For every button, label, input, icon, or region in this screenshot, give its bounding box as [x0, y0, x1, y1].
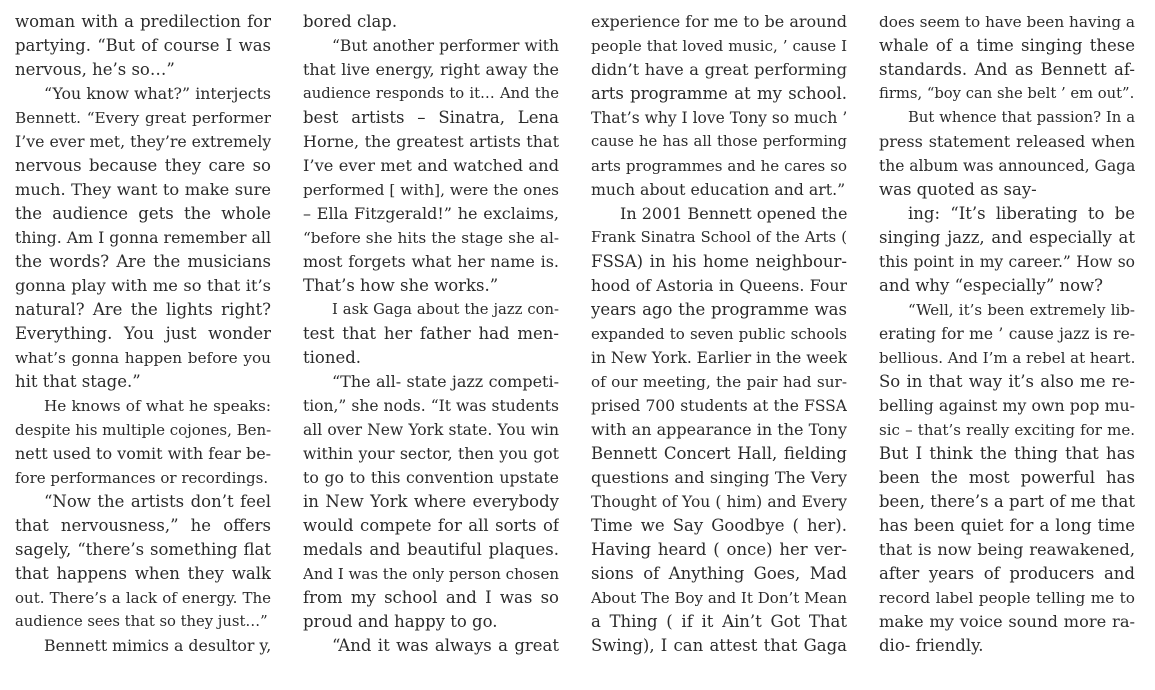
text-line: that happens when they walk [15, 564, 271, 583]
text-line: best artists – Sinatra, Lena [303, 108, 559, 127]
text-line: gonna play with me so that it’s [15, 276, 271, 295]
text-line: That’s why I love Tony so much ’ [591, 109, 847, 127]
text-line: make my voice sound more ra- [879, 612, 1135, 631]
text-line: arts programme at my school. [591, 84, 847, 103]
text-line: after years of producers and [879, 564, 1135, 583]
text-line: hit that stage.” [15, 372, 141, 391]
text-line: natural? Are the lights right? [15, 300, 271, 319]
text-line: press statement released when [879, 132, 1135, 151]
text-line: that live energy, right away the [303, 60, 559, 79]
text-line: been the most powerful has [879, 468, 1135, 487]
text-line: that nervousness,” he offers [15, 516, 271, 535]
text-line: despite his multiple cojones, Ben- [15, 421, 271, 439]
text-line: much. They want to make sure [15, 180, 271, 199]
text-line: much about education and art.” [591, 180, 846, 199]
text-line: tion,” she nods. “It was students [303, 397, 559, 415]
text-line: “before she hits the stage she al- [303, 229, 559, 247]
text-line: belling against my own pop mu- [879, 396, 1135, 415]
text-line: within your sector, then you got [303, 444, 559, 463]
text-line: sic – that’s really exciting for me. [879, 421, 1135, 439]
text-line: performed [ with], were the ones [303, 181, 559, 199]
text-line: the words? Are the musicians [15, 252, 271, 271]
text-column-4 [879, 10, 1135, 658]
text-line: to go to this convention upstate [303, 468, 559, 487]
text-line: FSSA) in his home neighbour- [591, 252, 847, 271]
text-line: that is now being reawakened, [879, 540, 1135, 559]
text-line: didn’t have a great performing [591, 60, 847, 79]
text-line: Having heard ( once) her ver- [591, 540, 847, 559]
text-line: prised 700 students at the FSSA [591, 397, 847, 415]
text-line: So in that way it’s also me re- [879, 372, 1135, 391]
text-line: out. There’s a lack of energy. The [15, 589, 271, 607]
text-line: audience responds to it… And the [303, 85, 559, 102]
text-line: hood of Astoria in Queens. Four [591, 276, 847, 295]
text-line: bellious. And I’m a rebel at heart. [879, 349, 1135, 367]
text-line: Horne, the greatest artists that [303, 132, 559, 151]
text-line: people that loved music, ’ cause I [591, 37, 847, 55]
text-line: In 2001 Bennett opened the [620, 204, 847, 223]
text-line: sagely, “there’s something flat [15, 540, 271, 559]
text-line: I ask Gaga about the jazz con- [332, 301, 559, 318]
text-line: years ago the programme was [591, 300, 847, 319]
text-line: questions and singing The Very [591, 468, 847, 487]
text-line: Frank Sinatra School of the Arts ( [591, 229, 847, 246]
text-line: Time we Say Goodbye ( her). [591, 516, 847, 535]
text-line: “Now the artists don’t feel [44, 492, 271, 511]
text-line: fore performances or recordings. [15, 469, 269, 487]
text-line: nervous, he’s so…” [15, 60, 175, 79]
text-line: But whence that passion? In a [908, 109, 1135, 126]
text-line: Swing), I can attest that Gaga [591, 636, 847, 655]
text-column-2 [303, 10, 559, 658]
text-line: test that her father had men- [303, 324, 559, 343]
text-line: partying. “But of course I was [15, 36, 271, 55]
text-line: Bennett mimics a desultor y, [44, 636, 271, 655]
text-column-3 [591, 10, 847, 658]
text-line: most forgets what her name is. [303, 252, 559, 271]
text-line: would compete for all sorts of [303, 516, 559, 535]
text-line: He knows of what he speaks: [44, 397, 271, 415]
text-line: standards. And as Bennett af- [879, 60, 1135, 79]
text-line: expanded to seven public schools [591, 325, 847, 343]
text-line: does seem to have been having a [879, 13, 1135, 31]
text-line: Thought of You ( him) and Every [591, 493, 847, 511]
text-line: arts programmes and he cares so [591, 157, 847, 175]
text-line: That’s how she works.” [303, 276, 499, 295]
text-line: Bennett. “Every great performer [15, 109, 271, 127]
text-line: I’ve ever met and watched and [303, 156, 559, 175]
text-line: singing jazz, and especially at [879, 228, 1135, 247]
text-line: a Thing ( if it Ain’t Got That [591, 612, 847, 631]
text-line: “Well, it’s been extremely lib- [908, 301, 1135, 319]
text-line: thing. Am I gonna remember all [15, 228, 271, 247]
text-line: in New York. Earlier in the week [591, 349, 847, 367]
text-line: “And it was always a great [332, 636, 559, 655]
text-line: what’s gonna happen before you [15, 349, 271, 367]
text-line: dio- friendly. [879, 636, 984, 655]
text-line: audience sees that so they just…” [15, 613, 268, 630]
text-line: “The all- state jazz competi- [332, 372, 559, 391]
text-line: “You know what?” interjects [44, 84, 271, 103]
text-line: tioned. [303, 348, 362, 367]
text-line: record label people telling me to [879, 589, 1135, 607]
text-line: I’ve ever met, they’re extremely [15, 132, 271, 151]
text-line: has been quiet for a long time [879, 516, 1135, 535]
text-line: in New York where everybody [303, 492, 559, 511]
text-line: erating for me ’ cause jazz is re- [879, 325, 1135, 343]
text-line: of our meeting, the pair had sur- [591, 373, 847, 391]
text-line: bored clap. [303, 12, 398, 31]
text-line: with an appearance in the Tony [591, 420, 847, 439]
text-line: ing: “It’s liberating to be [908, 204, 1135, 223]
text-line: this point in my career.” How so [879, 253, 1135, 271]
text-line: sions of Anything Goes, Mad [591, 564, 847, 583]
text-line: all over New York state. You win [303, 421, 559, 439]
text-line: woman with a predilection for [15, 12, 271, 31]
text-line: – Ella Fitzgerald!” he exclaims, [303, 204, 559, 223]
text-line: Bennett Concert Hall, fielding [591, 444, 847, 463]
text-line: proud and happy to go. [303, 612, 498, 631]
text-line: experience for me to be around [591, 12, 847, 31]
text-line: was quoted as say- [879, 180, 1037, 199]
text-line: cause he has all those performing [591, 133, 847, 150]
text-line: nervous because they care so [15, 156, 271, 175]
text-line: been, there’s a part of me that [879, 492, 1135, 511]
text-line: nett used to vomit with fear be- [15, 444, 271, 463]
text-line: the audience gets the whole [15, 204, 271, 223]
text-line: from my school and I was so [303, 588, 559, 607]
text-line: firms, “boy can she belt ’ em out”. [879, 85, 1135, 102]
text-line: And I was the only person chosen [303, 565, 559, 583]
text-line: whale of a time singing these [879, 36, 1135, 55]
text-line: the album was announced, Gaga [879, 157, 1135, 175]
text-line: About The Boy and It Don’t Mean [591, 589, 847, 607]
text-column-1 [15, 10, 271, 658]
text-line: Everything. You just wonder [15, 324, 271, 343]
text-line: and why “especially” now? [879, 276, 1104, 295]
text-line: “But another performer with [332, 37, 559, 55]
text-line: But I think the thing that has [879, 444, 1135, 463]
text-line: medals and beautiful plaques. [303, 540, 559, 559]
